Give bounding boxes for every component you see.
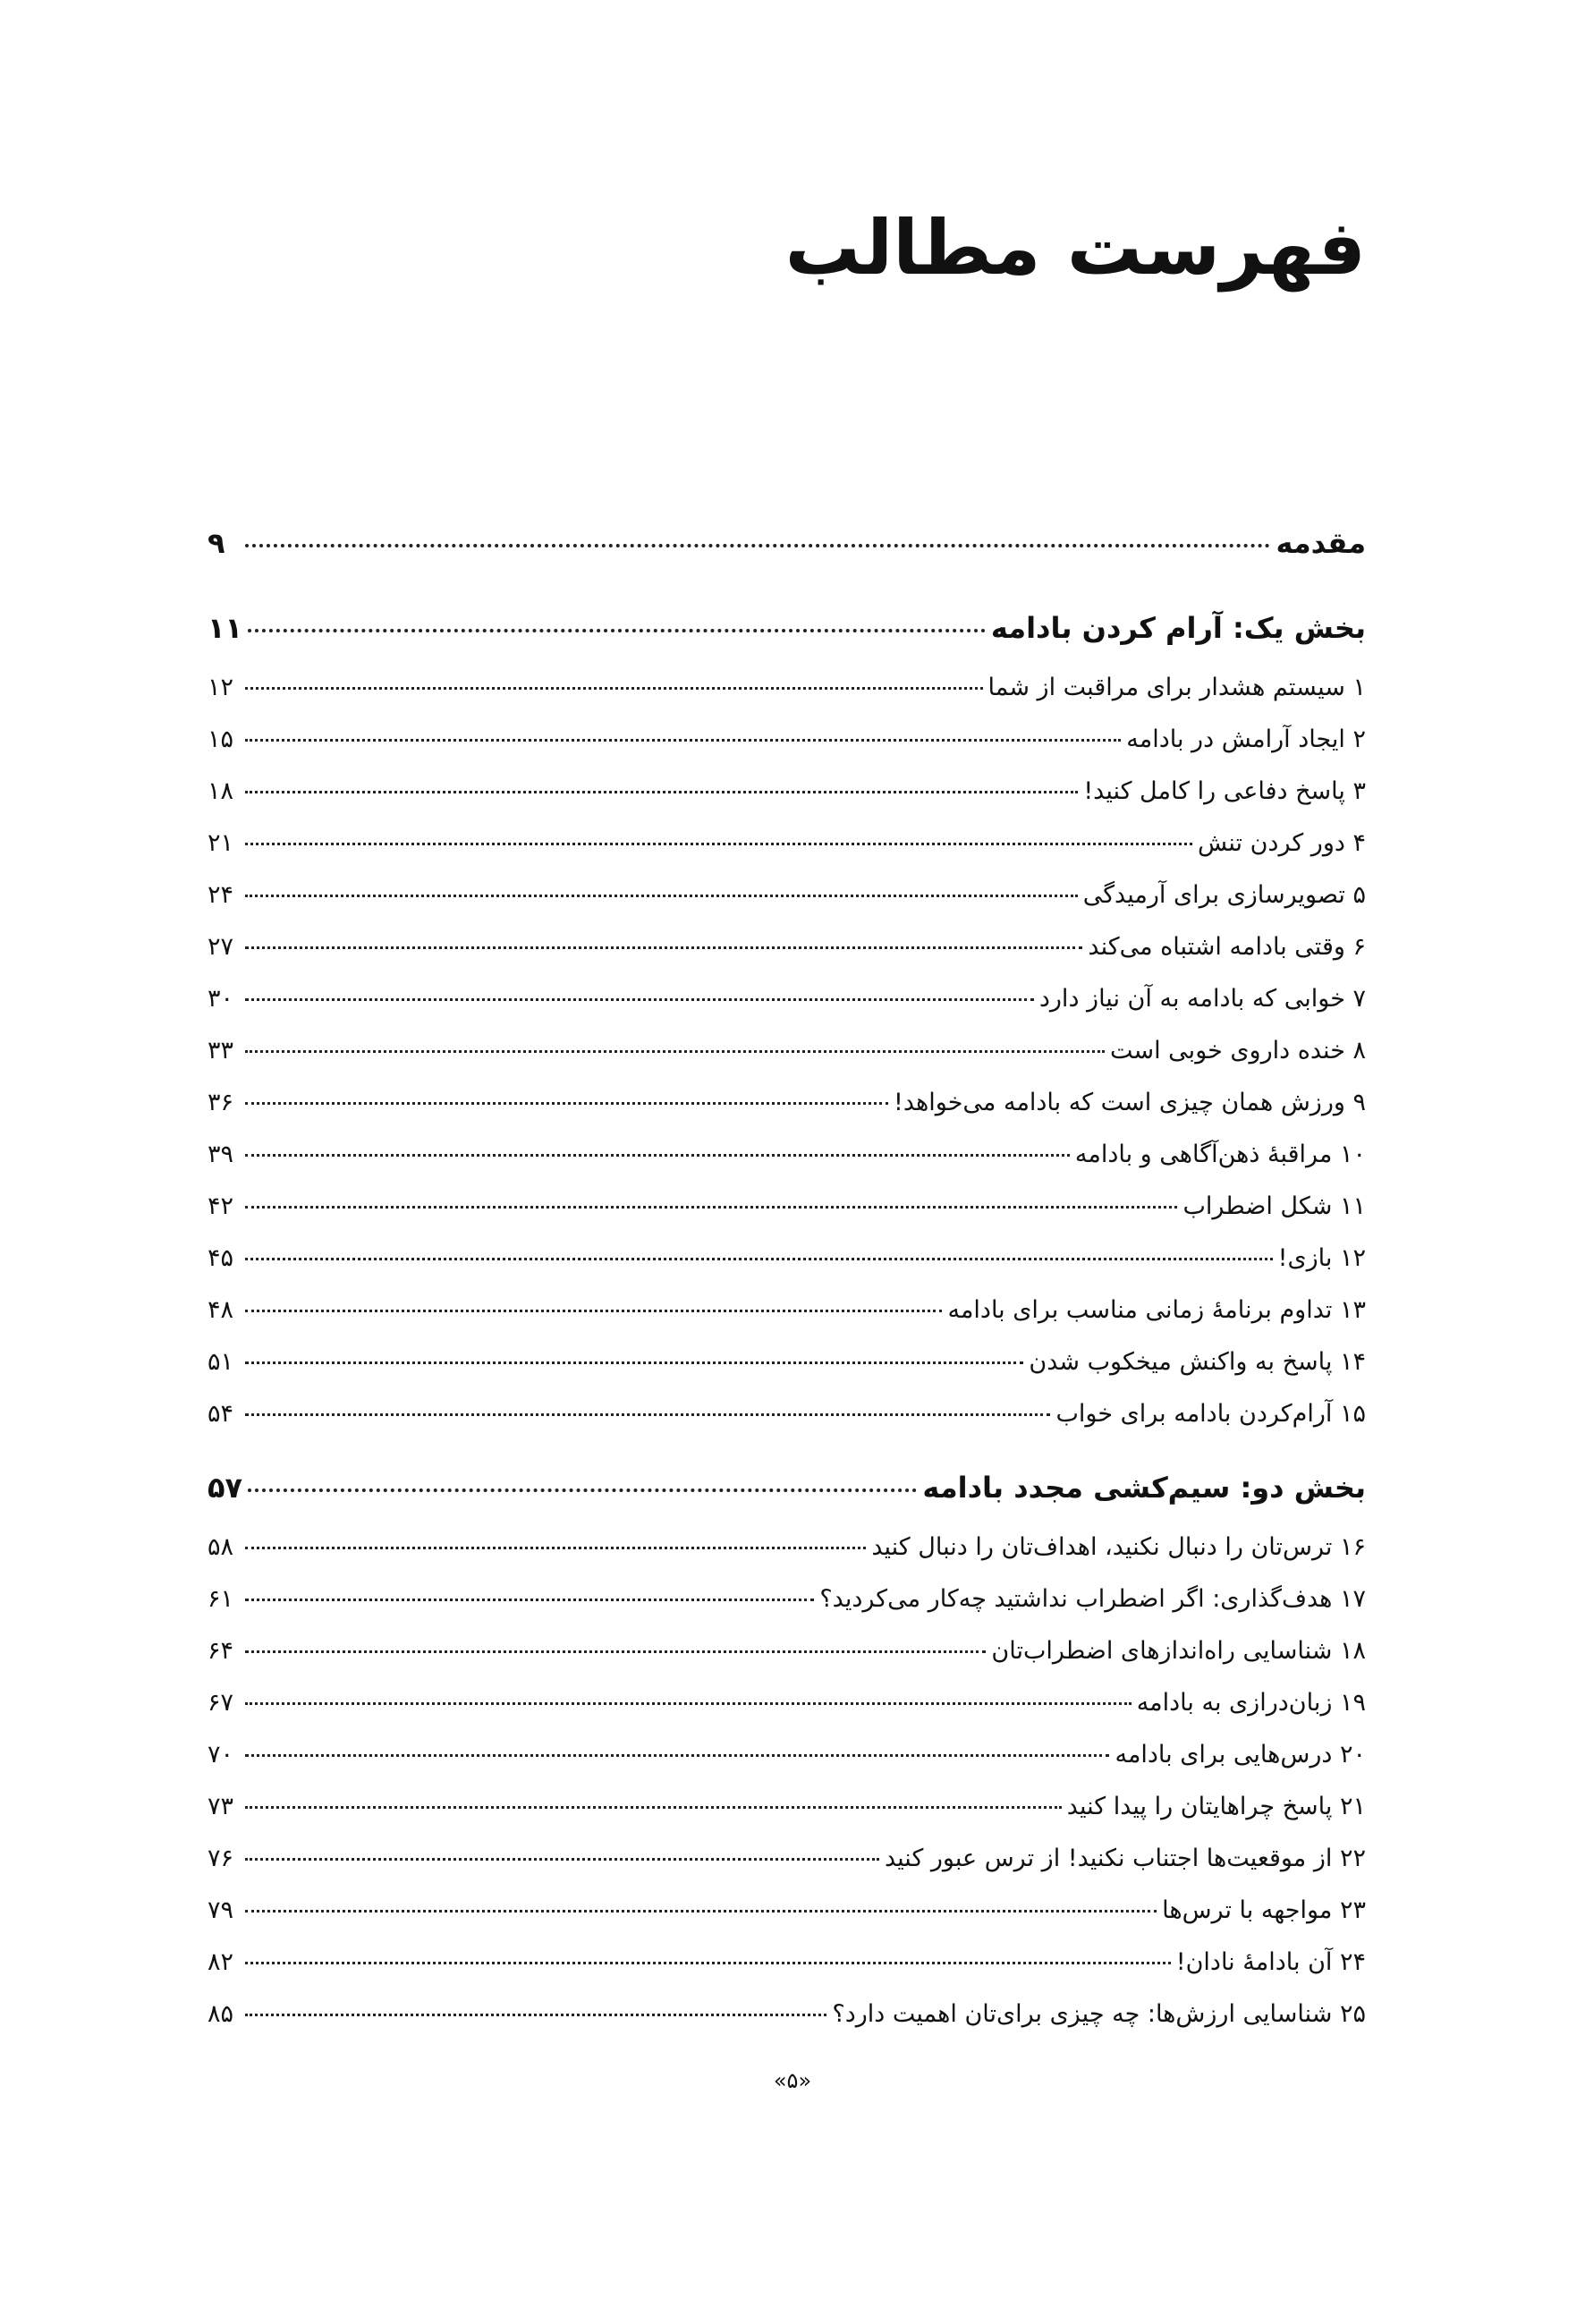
toc-label: مقدمه xyxy=(1276,526,1366,560)
toc-label: ۱ سیستم هشدار برای مراقبت از شما xyxy=(987,674,1366,701)
toc-entry[interactable] xyxy=(208,1089,1366,1116)
dot-leader xyxy=(245,1154,1070,1157)
toc-part-heading[interactable] xyxy=(208,1471,1366,1505)
dot-leader xyxy=(245,1858,879,1861)
dot-leader xyxy=(245,998,1034,1001)
toc-entry[interactable] xyxy=(208,1400,1366,1428)
dot-leader xyxy=(245,791,1078,793)
toc-label: ۲۳ مواجهه با ترس‌ها xyxy=(1162,1896,1366,1924)
toc-entry[interactable] xyxy=(208,1896,1366,1924)
toc-page-number: ۳۶ xyxy=(208,1089,234,1116)
dot-leader xyxy=(245,1702,1132,1705)
toc-label: ۱۴ پاسخ به واکنش میخکوب شدن xyxy=(1029,1348,1366,1376)
toc-page-number: ۵۴ xyxy=(208,1400,234,1428)
toc-entry[interactable] xyxy=(208,1141,1366,1168)
toc-page-number: ۷۹ xyxy=(208,1896,234,1924)
dot-leader xyxy=(245,946,1082,949)
toc-label: ۴ دور کردن تنش xyxy=(1197,829,1366,857)
page-title: فهرست مطالب xyxy=(784,204,1366,292)
toc-label: ۱۶ ترس‌تان را دنبال نکنید، اهداف‌تان را دنبال کنید xyxy=(871,1533,1366,1561)
toc-label: ۱۰ مراقبهٔ ذهن‌آگاهی و بادامه xyxy=(1074,1141,1366,1168)
toc-entry[interactable] xyxy=(208,1585,1366,1613)
toc-page-number: ۷۶ xyxy=(208,1845,234,1872)
dot-leader xyxy=(245,1754,1109,1757)
dot-leader xyxy=(245,739,1121,742)
toc-entry[interactable] xyxy=(208,1689,1366,1717)
dot-leader xyxy=(245,1102,888,1105)
toc-page-number: ۲۷ xyxy=(208,933,234,961)
toc-page-number: ۶۷ xyxy=(208,1689,234,1717)
dot-leader xyxy=(245,1910,1157,1913)
toc-page-number: ۱۲ xyxy=(208,674,234,701)
toc-entry[interactable] xyxy=(208,1793,1366,1820)
dot-leader xyxy=(248,1489,917,1492)
toc-page-number: ۵۸ xyxy=(208,1533,234,1561)
dot-leader xyxy=(248,629,986,632)
dot-leader xyxy=(245,1310,942,1312)
toc-entry[interactable] xyxy=(208,1637,1366,1665)
toc-page-number: ۵۷ xyxy=(208,1471,243,1505)
toc-part-heading[interactable] xyxy=(208,611,1366,645)
dot-leader xyxy=(245,1413,1050,1416)
toc-label: ۲۵ شناسایی ارزش‌ها: چه چیزی برای‌تان اهمیت دارد؟ xyxy=(832,2000,1366,2028)
toc-entry[interactable] xyxy=(208,1741,1366,1768)
toc-label: ۷ خوابی که بادامه به آن نیاز دارد xyxy=(1038,985,1366,1013)
dot-leader xyxy=(245,1806,1062,1809)
toc-entry[interactable] xyxy=(208,2000,1366,2028)
page-footer-number: «۵» xyxy=(773,2068,812,2093)
toc-label: ۲۲ از موقعیت‌ها اجتناب نکنید! از ترس عبور کنید xyxy=(884,1845,1366,1872)
toc-page-number: ۸۵ xyxy=(208,2000,234,2028)
dot-leader xyxy=(245,1206,1177,1209)
dot-leader xyxy=(245,1650,986,1653)
toc-label: بخش یک: آرام کردن بادامه xyxy=(990,611,1366,645)
dot-leader xyxy=(245,1258,1273,1260)
toc-page-number: ۵۱ xyxy=(208,1348,234,1376)
dot-leader xyxy=(245,895,1078,897)
toc-page-number: ۲۴ xyxy=(208,881,234,909)
toc-entry[interactable] xyxy=(208,1192,1366,1220)
toc-page-number: ۱۵ xyxy=(208,725,234,753)
toc-intro[interactable] xyxy=(208,526,1366,560)
toc-entry[interactable] xyxy=(208,1948,1366,1976)
toc-label: ۲۰ درس‌هایی برای بادامه xyxy=(1115,1741,1366,1768)
toc-page-number: ۴۲ xyxy=(208,1192,234,1220)
toc-page-number: ۹ xyxy=(208,526,225,560)
dot-leader xyxy=(245,843,1192,845)
dot-leader xyxy=(245,1962,1171,1964)
toc-label: ۳ پاسخ دفاعی را کامل کنید! xyxy=(1083,777,1366,805)
toc-label: ۵ تصویرسازی برای آرمیدگی xyxy=(1082,881,1366,909)
toc-entry[interactable] xyxy=(208,1296,1366,1324)
toc-page-number: ۶۴ xyxy=(208,1637,234,1665)
dot-leader xyxy=(245,1547,866,1549)
table-of-contents xyxy=(208,0,1366,2324)
toc-entry[interactable] xyxy=(208,1348,1366,1376)
toc-page-number: ۲۱ xyxy=(208,829,234,857)
toc-label: ۱۳ تداوم برنامهٔ زمانی مناسب برای بادامه xyxy=(947,1296,1366,1324)
toc-page-number: ۱۸ xyxy=(208,777,234,805)
toc-label: ۱۹ زبان‌درازی به بادامه xyxy=(1136,1689,1366,1717)
toc-entry[interactable] xyxy=(208,829,1366,857)
dot-leader xyxy=(245,1050,1105,1053)
toc-label: ۱۸ شناسایی راه‌اندازهای اضطراب‌تان xyxy=(991,1637,1366,1665)
toc-page-number: ۳۰ xyxy=(208,985,234,1013)
toc-entry[interactable] xyxy=(208,777,1366,805)
toc-entry[interactable] xyxy=(208,933,1366,961)
toc-label: ۲۱ پاسخ چراهایتان را پیدا کنید xyxy=(1066,1793,1366,1820)
toc-label: ۹ ورزش همان چیزی است که بادامه می‌خواهد! xyxy=(894,1089,1366,1116)
toc-page-number: ۱۱ xyxy=(208,611,243,645)
toc-entry[interactable] xyxy=(208,1533,1366,1561)
toc-page-number: ۳۳ xyxy=(208,1037,234,1064)
dot-leader xyxy=(245,544,1270,547)
toc-page-number: ۴۸ xyxy=(208,1296,234,1324)
toc-entry[interactable] xyxy=(208,674,1366,701)
toc-page-number: ۳۹ xyxy=(208,1141,234,1168)
toc-entry[interactable] xyxy=(208,1845,1366,1872)
toc-label: ۸ خنده داروی خوبی است xyxy=(1109,1037,1366,1064)
toc-label: ۱۲ بازی! xyxy=(1277,1244,1366,1272)
toc-page-number: ۴۵ xyxy=(208,1244,234,1272)
toc-label: ۱۷ هدف‌گذاری: اگر اضطراب نداشتید چه‌کار می‌کردید؟ xyxy=(819,1585,1366,1613)
dot-leader xyxy=(245,1361,1023,1364)
toc-page-number: ۸۲ xyxy=(208,1948,234,1976)
toc-label: ۱۵ آرام‌کردن بادامه برای خواب xyxy=(1055,1400,1366,1428)
dot-leader xyxy=(245,1599,814,1601)
toc-entry[interactable] xyxy=(208,725,1366,753)
toc-page-number: ۶۱ xyxy=(208,1585,234,1613)
dot-leader xyxy=(245,2014,826,2016)
toc-label: ۶ وقتی بادامه اشتباه می‌کند xyxy=(1088,933,1366,961)
toc-entry[interactable] xyxy=(208,1037,1366,1064)
toc-label: ۲ ایجاد آرامش در بادامه xyxy=(1126,725,1366,753)
toc-entry[interactable] xyxy=(208,1244,1366,1272)
toc-label: بخش دو: سیم‌کشی مجدد بادامه xyxy=(922,1471,1366,1505)
toc-label: ۱۱ شکل اضطراب xyxy=(1182,1192,1366,1220)
toc-page-number: ۷۳ xyxy=(208,1793,234,1820)
toc-entry[interactable] xyxy=(208,881,1366,909)
toc-page-number: ۷۰ xyxy=(208,1741,234,1768)
dot-leader xyxy=(245,687,983,690)
toc-label: ۲۴ آن بادامهٔ نادان! xyxy=(1175,1948,1366,1976)
toc-entry[interactable] xyxy=(208,985,1366,1013)
